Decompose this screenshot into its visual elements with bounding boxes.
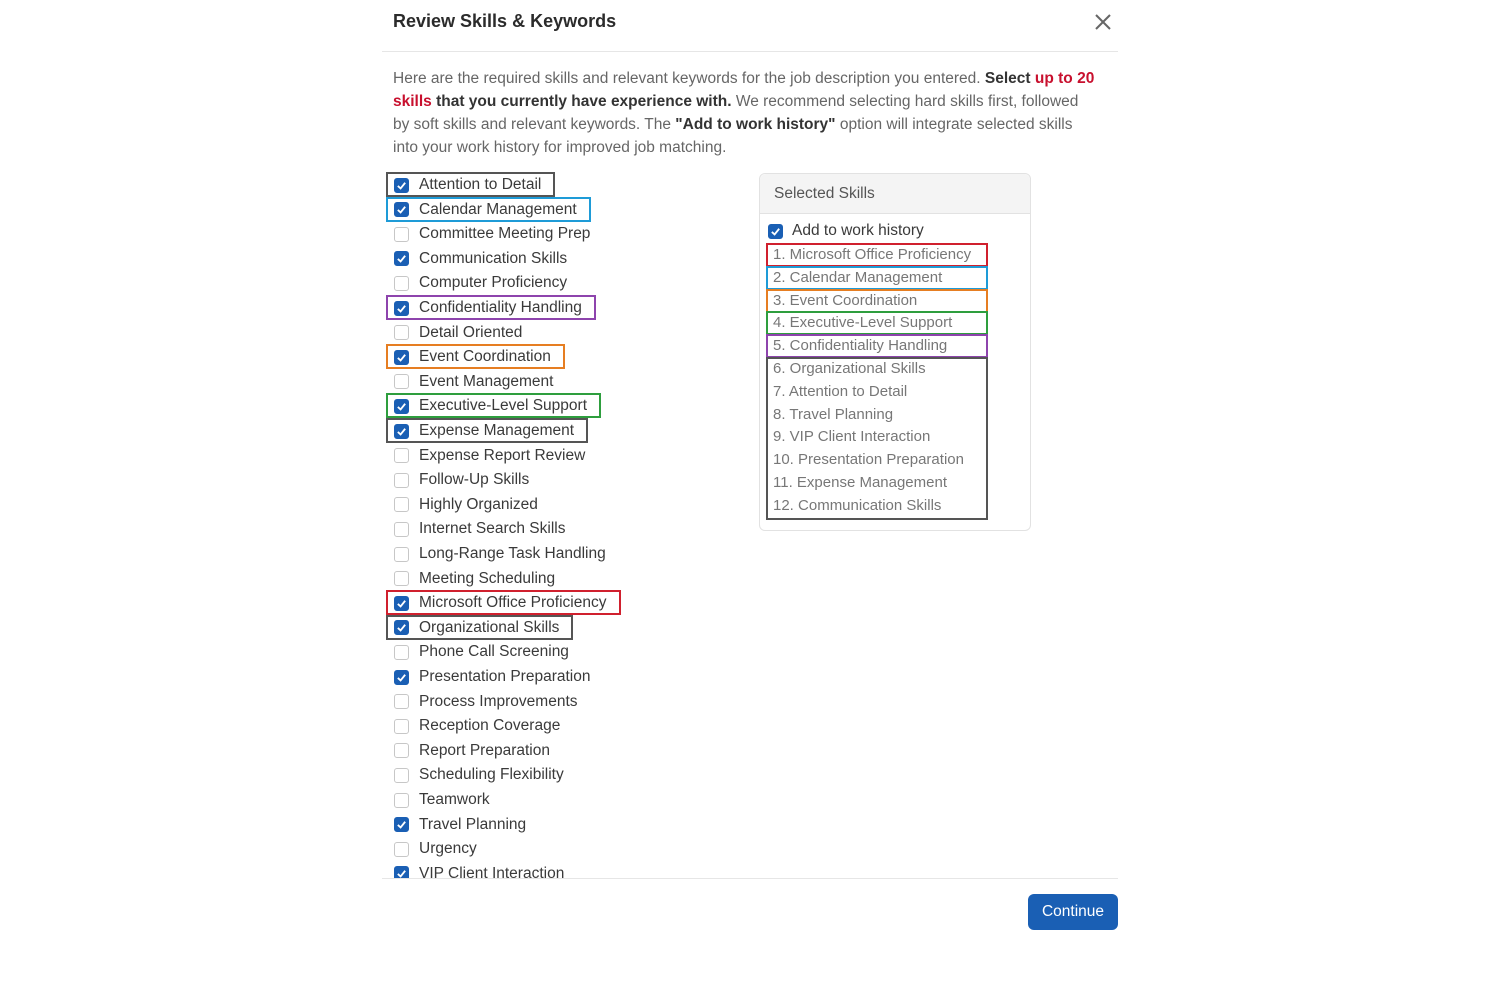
skill-option[interactable] [382, 542, 606, 566]
skill-option[interactable] [382, 370, 553, 394]
skill-label: Meeting Scheduling [419, 569, 556, 587]
skill-option[interactable] [382, 345, 551, 369]
selected-skill-item: 5. Confidentiality Handling [773, 337, 948, 355]
skill-label: Expense Management [419, 422, 575, 439]
checkmark-icon [396, 180, 407, 191]
skill-option[interactable] [382, 690, 578, 714]
skill-checkbox[interactable] [394, 547, 409, 562]
skill-label: Scheduling Flexibility [419, 766, 564, 784]
skill-option[interactable] [382, 665, 590, 689]
skill-label: VIP Client Interaction [419, 864, 565, 879]
skill-label: Event Management [419, 372, 554, 390]
skill-label: Report Preparation [419, 741, 550, 759]
checkmark-icon [770, 226, 781, 237]
skill-option[interactable] [382, 567, 555, 591]
skill-option[interactable] [382, 247, 567, 271]
skill-label: Presentation Preparation [419, 668, 591, 685]
intro-part4: option will integrate selected skills into your work history for improved job matching. [393, 116, 1073, 156]
checkmark-icon [396, 598, 407, 609]
skill-checkbox[interactable] [394, 719, 409, 734]
skill-checkbox[interactable] [394, 743, 409, 758]
skill-label: Executive-Level Support [419, 397, 588, 415]
skill-option[interactable] [382, 837, 477, 861]
skill-checkbox[interactable] [394, 497, 409, 512]
selected-skills-panel [759, 173, 1031, 531]
skill-checkbox[interactable] [394, 276, 409, 291]
checkmark-icon [396, 352, 407, 363]
checkmark-icon [396, 253, 407, 264]
skill-option[interactable] [382, 763, 564, 787]
add-to-work-history-label: Add to work history [792, 222, 924, 239]
skill-checkbox[interactable] [394, 424, 409, 439]
skill-option[interactable] [382, 739, 550, 763]
skill-label: Process Improvements [419, 692, 578, 710]
skill-label: Travel Planning [419, 815, 527, 833]
skill-checkbox[interactable] [394, 202, 409, 217]
continue-button[interactable]: Continue [1028, 894, 1118, 930]
skill-checkbox[interactable] [394, 448, 409, 463]
skill-label: Expense Report Review [419, 446, 586, 464]
skill-checkbox[interactable] [394, 325, 409, 340]
skill-checkbox[interactable] [394, 817, 409, 832]
skill-checkbox[interactable] [394, 645, 409, 660]
skill-checkbox[interactable] [394, 793, 409, 808]
skill-option[interactable] [382, 444, 585, 468]
skill-option[interactable] [382, 517, 565, 541]
skill-option[interactable] [382, 173, 541, 197]
skill-label: Computer Proficiency [419, 274, 568, 292]
selected-skill-item: 9. VIP Client Interaction [773, 428, 931, 446]
skill-label: Event Coordination [419, 348, 551, 366]
skill-label: Teamwork [419, 791, 490, 808]
add-to-work-history-option[interactable] [768, 222, 924, 240]
skill-checkbox[interactable] [394, 694, 409, 709]
skill-checkbox[interactable] [394, 522, 409, 537]
close-button[interactable] [1088, 7, 1118, 37]
skill-checkbox[interactable] [394, 350, 409, 365]
skill-option[interactable] [382, 468, 529, 492]
skill-label: Follow-Up Skills [419, 471, 530, 489]
close-icon [1088, 7, 1118, 37]
skill-label: Urgency [419, 840, 477, 858]
selected-skill-item: 12. Communication Skills [773, 496, 942, 514]
skill-label: Reception Coverage [419, 717, 561, 735]
skill-checkbox[interactable] [394, 399, 409, 414]
skill-option[interactable] [382, 591, 607, 615]
skill-label: Attention to Detail [419, 176, 542, 193]
skill-option[interactable] [382, 394, 587, 418]
checkmark-icon [396, 303, 407, 314]
skill-option[interactable] [382, 493, 538, 517]
checkmark-icon [396, 819, 407, 830]
intro-add-quote: "Add to work history" [675, 116, 836, 133]
skill-checkbox[interactable] [394, 301, 409, 316]
checkmark-icon [396, 204, 407, 215]
skill-checkbox[interactable] [394, 670, 409, 685]
skill-label: Confidentiality Handling [419, 299, 582, 316]
skill-option[interactable] [382, 616, 559, 640]
intro-part2: that you currently have experience with. [431, 93, 732, 110]
skill-option[interactable] [382, 222, 590, 246]
skill-checkbox[interactable] [394, 374, 409, 389]
checkmark-icon [396, 868, 407, 879]
selected-skill-item: 8. Travel Planning [773, 405, 894, 423]
skill-checkbox[interactable] [394, 227, 409, 242]
selected-skill-item: 2. Calendar Management [773, 268, 943, 286]
skill-checkbox[interactable] [394, 866, 409, 879]
selected-skills-header: Selected Skills [760, 174, 1030, 214]
skill-checkbox[interactable] [394, 251, 409, 266]
skill-label: Internet Search Skills [419, 520, 566, 538]
skill-checkbox[interactable] [394, 571, 409, 586]
checkmark-icon [396, 401, 407, 412]
skill-checkbox[interactable] [394, 178, 409, 193]
skill-checkbox[interactable] [394, 842, 409, 857]
skill-label: Communication Skills [419, 249, 568, 267]
skill-label: Microsoft Office Proficiency [419, 594, 607, 612]
skill-checkbox[interactable] [394, 620, 409, 635]
dialog-title: Review Skills & Keywords [393, 11, 617, 31]
skill-option[interactable] [382, 640, 569, 664]
review-skills-dialog [382, 0, 1118, 1000]
skill-checkbox[interactable] [394, 473, 409, 488]
skill-label: Phone Call Screening [419, 643, 569, 661]
skill-option[interactable] [382, 198, 577, 222]
dialog-header [382, 0, 1118, 52]
skill-label: Committee Meeting Prep [419, 225, 591, 243]
selected-skill-item: 6. Organizational Skills [773, 360, 926, 377]
skill-checkbox[interactable] [394, 596, 409, 611]
skill-option[interactable] [382, 862, 564, 879]
intro-part3: We recommend selecting hard skills first, followed by soft skills and relevant keywords. The [393, 93, 1079, 133]
skill-checkbox[interactable] [394, 768, 409, 783]
selected-skill-item: 10. Presentation Preparation [773, 451, 964, 469]
skill-label: Detail Oriented [419, 323, 523, 341]
add-to-work-history-checkbox[interactable] [768, 224, 783, 239]
selected-skill-item: 4. Executive-Level Support [773, 314, 953, 332]
skill-option[interactable] [382, 788, 490, 812]
skill-option[interactable] [382, 321, 522, 345]
skill-label: Highly Organized [419, 495, 538, 513]
intro-select: Select [984, 70, 1035, 87]
skill-option[interactable] [382, 714, 560, 738]
skill-option[interactable] [382, 813, 526, 837]
intro-text [393, 67, 1098, 159]
skill-option[interactable] [382, 419, 574, 443]
skill-option[interactable] [382, 296, 582, 320]
intro-part1: Here are the required skills and relevant keywords for the job description you entered. [393, 70, 985, 87]
intro-limit: up to 20 skills [393, 70, 1095, 110]
checkmark-icon [396, 672, 407, 683]
selected-skill-item: 1. Microsoft Office Proficiency [773, 246, 972, 263]
selected-skill-item: 11. Expense Management [773, 474, 948, 491]
selected-skill-item: 7. Attention to Detail [773, 382, 908, 400]
checkmark-icon [396, 622, 407, 633]
selected-skill-item: 3. Event Coordination [773, 291, 918, 309]
dialog-body[interactable] [382, 53, 1118, 879]
checkmark-icon [396, 426, 407, 437]
skill-label: Calendar Management [419, 200, 577, 218]
skill-option[interactable] [382, 271, 567, 295]
skill-label: Long-Range Task Handling [419, 545, 606, 562]
skill-label: Organizational Skills [419, 618, 560, 636]
